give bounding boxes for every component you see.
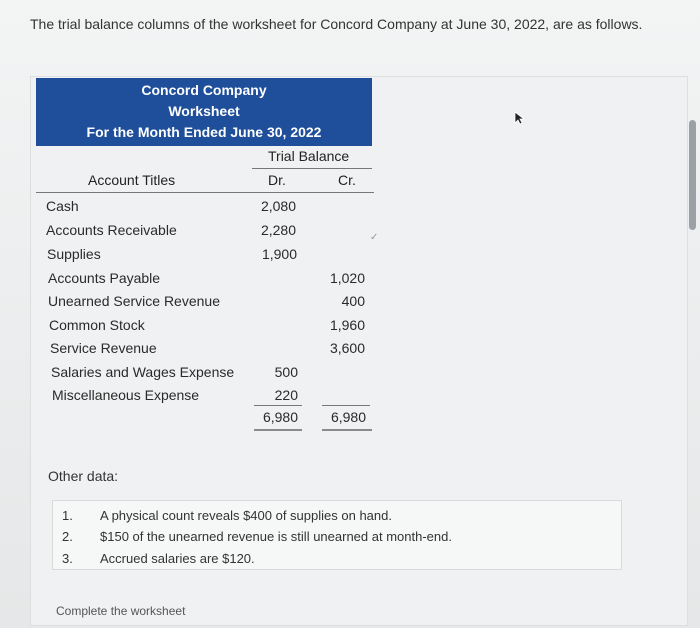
account-title: Accounts Receivable xyxy=(46,222,177,238)
trial-balance-underline xyxy=(252,168,372,169)
cr-total-double-rule xyxy=(322,429,372,431)
note-number: 2. xyxy=(62,529,73,544)
note-number: 1. xyxy=(62,508,73,523)
cr-amount: 1,020 xyxy=(329,270,365,286)
dr-amount: 500 xyxy=(274,364,298,380)
account-title: Miscellaneous Expense xyxy=(52,387,200,403)
account-title: Supplies xyxy=(47,246,101,262)
cr-total: 6,980 xyxy=(330,409,366,425)
cr-amount: 1,960 xyxy=(329,317,365,333)
note-text: $150 of the unearned revenue is still unearned at month-end. xyxy=(100,529,452,544)
account-title: Service Revenue xyxy=(50,340,157,356)
note-text: A physical count reveals $400 of supplies on hand. xyxy=(100,508,392,523)
cr-column-heading: Cr. xyxy=(338,172,356,188)
note-text: Accrued salaries are $120. xyxy=(100,551,255,566)
dr-amount: 2,280 xyxy=(260,222,296,238)
mouse-pointer-icon xyxy=(514,111,526,125)
account-title: Common Stock xyxy=(49,317,145,333)
cr-amount: 3,600 xyxy=(329,340,365,356)
trial-balance-heading: Trial Balance xyxy=(268,148,350,164)
dr-column-heading: Dr. xyxy=(268,172,286,188)
dr-total-double-rule xyxy=(254,429,302,431)
check-mark-icon: ✓ xyxy=(370,232,379,243)
worksheet-header xyxy=(36,78,372,146)
problem-intro-text: The trial balance columns of the worksheet for Concord Company at June 30, 2022, are as follows. xyxy=(30,16,643,32)
worksheet-period: For the Month Ended June 30, 2022 xyxy=(86,124,322,140)
worksheet-title: Worksheet xyxy=(168,103,240,119)
account-title: Salaries and Wages Expense xyxy=(51,364,235,380)
account-titles-heading: Account Titles xyxy=(88,172,176,188)
other-data-label: Other data: xyxy=(48,468,119,484)
dr-amount: 2,080 xyxy=(260,198,296,214)
account-title: Unearned Service Revenue xyxy=(48,293,220,309)
dr-amount: 220 xyxy=(274,387,298,403)
note-number: 3. xyxy=(62,551,73,566)
account-title: Cash xyxy=(46,198,79,214)
scrollbar-thumb[interactable] xyxy=(689,120,696,230)
dr-sum-rule xyxy=(254,405,302,406)
company-name: Concord Company xyxy=(141,82,267,98)
cr-sum-rule xyxy=(322,405,370,406)
dr-amount: 1,900 xyxy=(261,246,297,262)
header-rule xyxy=(36,192,374,193)
instruction-text: Complete the worksheet xyxy=(56,604,186,618)
cr-amount: 400 xyxy=(341,293,365,309)
dr-total: 6,980 xyxy=(262,409,298,425)
account-title: Accounts Payable xyxy=(48,270,161,286)
